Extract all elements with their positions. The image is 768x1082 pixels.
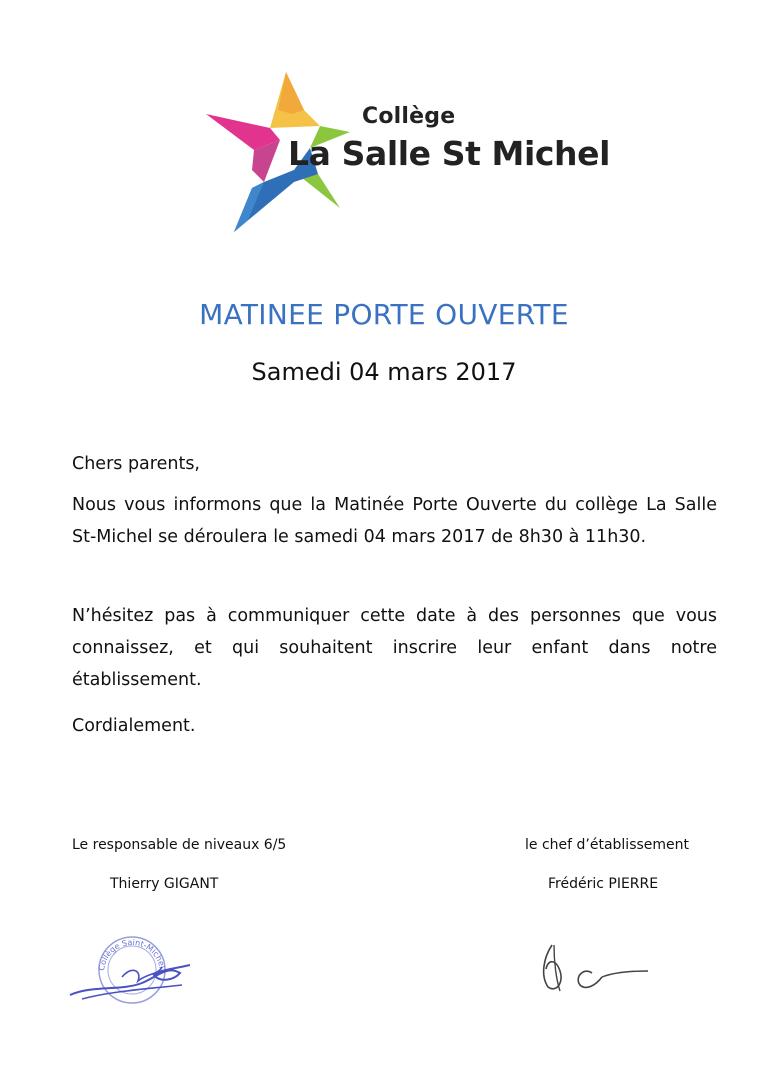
letter-closing: Cordialement.: [72, 716, 196, 736]
school-stamp-icon: [62, 925, 202, 1010]
logo-college-label: Collège: [362, 104, 456, 129]
right-signatory-role: le chef d’établissement: [525, 837, 690, 853]
logo-school-name: La Salle St Michel: [288, 134, 611, 173]
letter-greeting: Chers parents,: [72, 454, 200, 474]
right-signatory-name: Frédéric PIERRE: [548, 876, 659, 892]
svg-text:Collège Saint-Michel: Collège Saint-Michel: [97, 937, 167, 972]
event-title: MATINEE PORTE OUVERTE: [199, 298, 569, 331]
left-signatory-role: Le responsable de niveaux 6/5: [72, 837, 287, 853]
letter-paragraph-1: Nous vous informons que la Matinée Porte Ouverte du collège La Salle St-Michel se déroulera le samedi 04 mars 2017 de 8h30 à 11h30.: [72, 495, 717, 547]
event-date: Samedi 04 mars 2017: [251, 358, 517, 386]
letter-paragraph-2: N’hésitez pas à communiquer cette date à des personnes que vous connaissez, et qui souhaitent inscrire leur enfant dans notre établissement.: [72, 606, 717, 690]
left-signatory-name: Thierry GIGANT: [110, 876, 219, 892]
director-signature-icon: [530, 935, 660, 1000]
